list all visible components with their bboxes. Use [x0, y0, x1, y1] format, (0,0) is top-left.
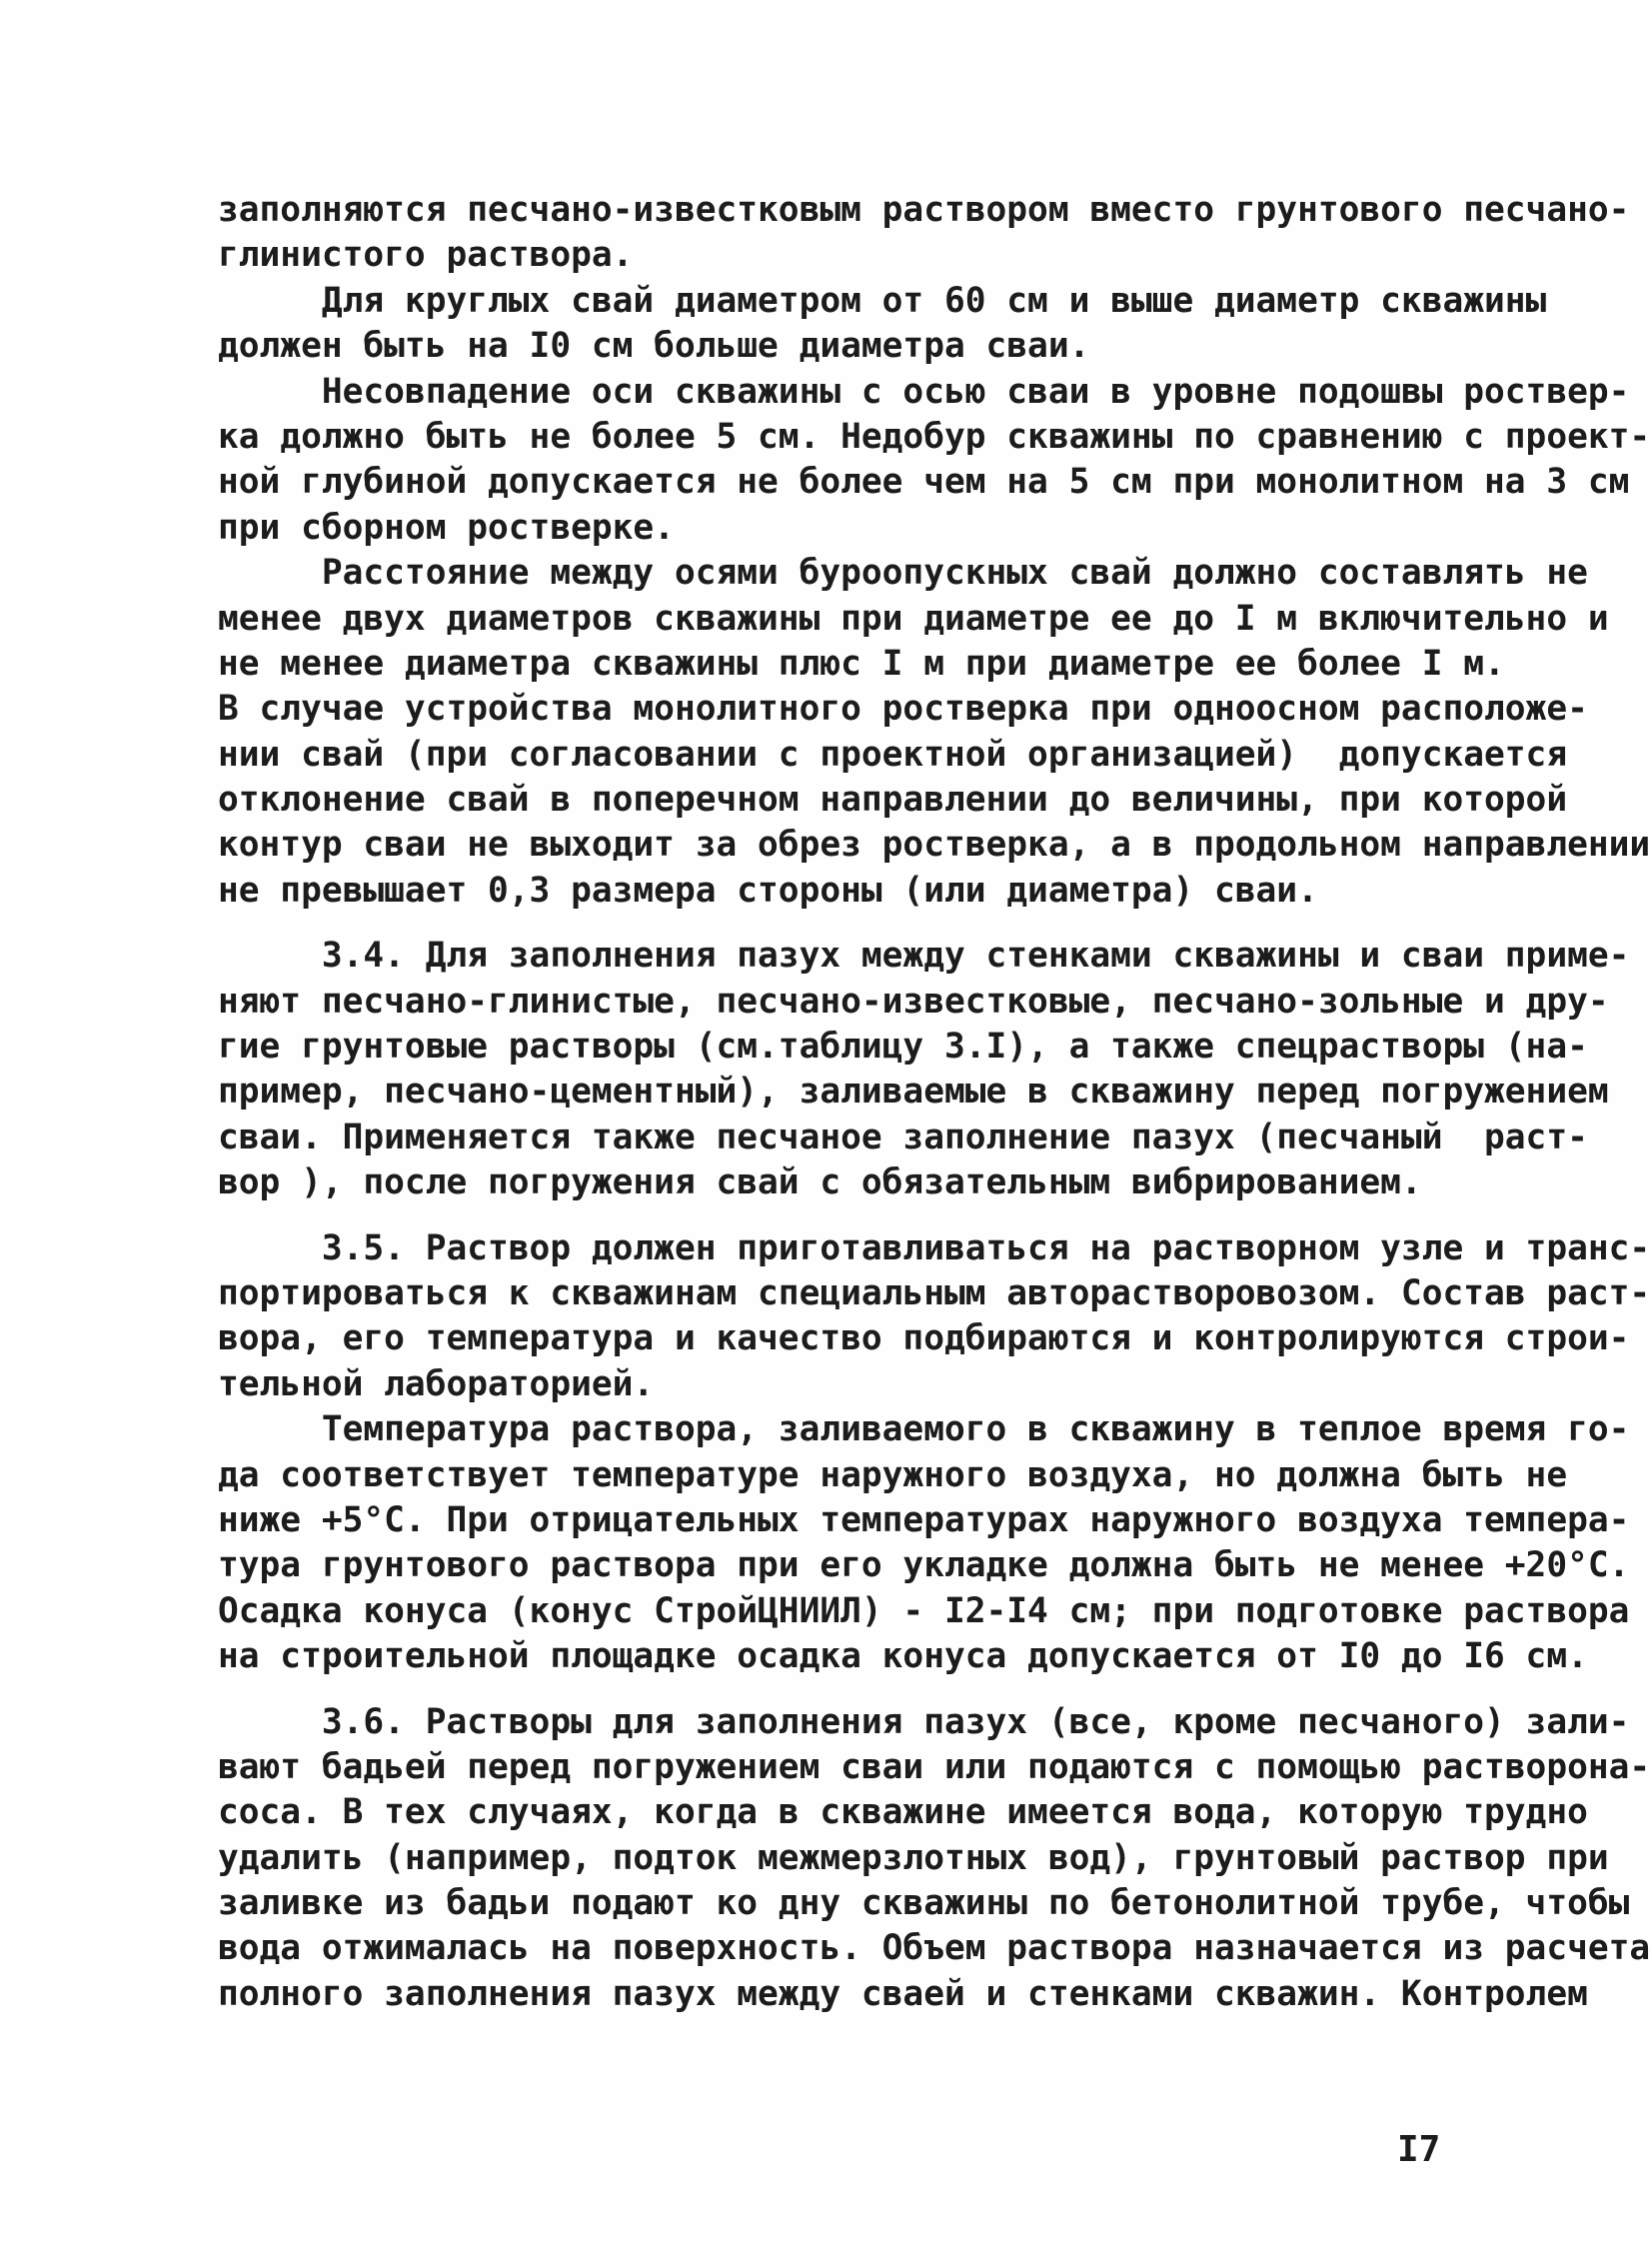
text-line: менее двух диаметров скважины при диаметре ее до I м включительно и — [218, 598, 1609, 639]
text-line: В случае устройства монолитного ростверка при одноосном расположе- — [218, 689, 1588, 730]
text-line: Расстояние между осями буроопускных свай должно составлять не — [218, 553, 1588, 594]
text-line: гие грунтовые растворы (см.таблицу 3.I), а также спецрастворы (на- — [218, 1027, 1588, 1068]
text-line: соса. В тех случаях, когда в скважине имеется вода, которую трудно — [218, 1792, 1588, 1833]
text-line: заполняются песчано-известковым раствором вместо грунтового песчано- — [218, 190, 1630, 230]
page-number: I7 — [1397, 2129, 1441, 2170]
paragraph-section-3-5 — [218, 1226, 1651, 1408]
text-line: тура грунтового раствора при его укладке должна быть не менее +20°С. — [218, 1545, 1630, 1586]
text-line: ниже +5°С. При отрицательных температурах наружного воздуха темпера- — [218, 1499, 1630, 1540]
text-line: Температура раствора, заливаемого в скважину в теплое время го- — [218, 1409, 1630, 1450]
text-line: пример, песчано-цементный), заливаемые в скважину перед погружением — [218, 1072, 1609, 1113]
text-line: Для круглых свай диаметром от 60 см и выше диаметр скважины — [218, 280, 1547, 321]
text-line: няют песчано-глинистые, песчано-известковые, песчано-зольные и дру- — [218, 981, 1609, 1022]
paragraph — [218, 1407, 1630, 1679]
text-line: вают бадьей перед погружением сваи или подаются с помощью растворона- — [218, 1746, 1651, 1787]
paragraph-section-3-4 — [218, 934, 1630, 1205]
paragraph-section-3-6 — [218, 1700, 1651, 2018]
text-line: нии свай (при согласовании с проектной организацией) допускается — [218, 734, 1568, 775]
text-line: вода отжималась на поверхность. Объем раствора назначается из расчета — [218, 1928, 1651, 1969]
text-line: удалить (например, подток межмерзлотных вод), грунтовый раствор при — [218, 1837, 1609, 1878]
text-line: да соответствует температуре наружного воздуха, но должна быть не — [218, 1454, 1568, 1495]
text-line: 3.6. Растворы для заполнения пазух (все, кроме песчаного) зали- — [218, 1701, 1630, 1742]
text-line: 3.4. Для заполнения пазух между стенками скважины и сваи приме- — [218, 936, 1630, 977]
text-line: не менее диаметра скважины плюс I м при диаметре ее более I м. — [218, 643, 1505, 684]
text-line: вора, его температура и качество подбираются и контролируются строи- — [218, 1318, 1630, 1359]
text-line: заливке из бадьи подают ко дну скважины по бетонолитной трубе, чтобы — [218, 1883, 1630, 1924]
text-line: портироваться к скважинам специальным авторастворовозом. Состав раст- — [218, 1272, 1651, 1313]
text-line: должен быть на I0 см больше диаметра сваи. — [218, 326, 1090, 367]
text-line: отклонение свай в поперечном направлении до величины, при которой — [218, 780, 1568, 821]
text-line: глинистого раствора. — [218, 235, 634, 276]
paragraph — [218, 279, 1547, 370]
text-line: ка должно быть не более 5 см. Недобур скважины по сравнению с проект- — [218, 416, 1651, 457]
paragraph — [218, 188, 1630, 279]
text-line: сваи. Применяется также песчаное заполнение пазух (песчаный раст- — [218, 1117, 1588, 1157]
text-line: вор ), после погружения свай с обязательным вибрированием. — [218, 1162, 1422, 1203]
text-line: при сборном ростверке. — [218, 507, 675, 548]
text-line: Осадка конуса (конус СтройЦНИИЛ) - I2-I4 см; при подготовке раствора — [218, 1590, 1630, 1631]
text-line: полного заполнения пазух между сваей и стенками скважин. Контролем — [218, 1973, 1588, 2014]
document-body — [218, 188, 1651, 2017]
text-line: контур сваи не выходит за обрез ростверка, а в продольном направлении — [218, 825, 1651, 866]
text-line: 3.5. Раствор должен приготавливаться на растворном узле и транс- — [218, 1227, 1651, 1268]
text-line: Несовпадение оси скважины с осью сваи в уровне подошвы роствер- — [218, 371, 1630, 412]
text-line: ной глубиной допускается не более чем на 5 см при монолитном на 3 см — [218, 462, 1630, 503]
text-line: тельной лабораторией. — [218, 1363, 655, 1404]
text-line: на строительной площадке осадка конуса допускается от I0 до I6 см. — [218, 1636, 1588, 1677]
paragraph — [218, 551, 1651, 914]
text-line: не превышает 0,3 размера стороны (или диаметра) сваи. — [218, 870, 1318, 911]
paragraph — [218, 370, 1651, 552]
